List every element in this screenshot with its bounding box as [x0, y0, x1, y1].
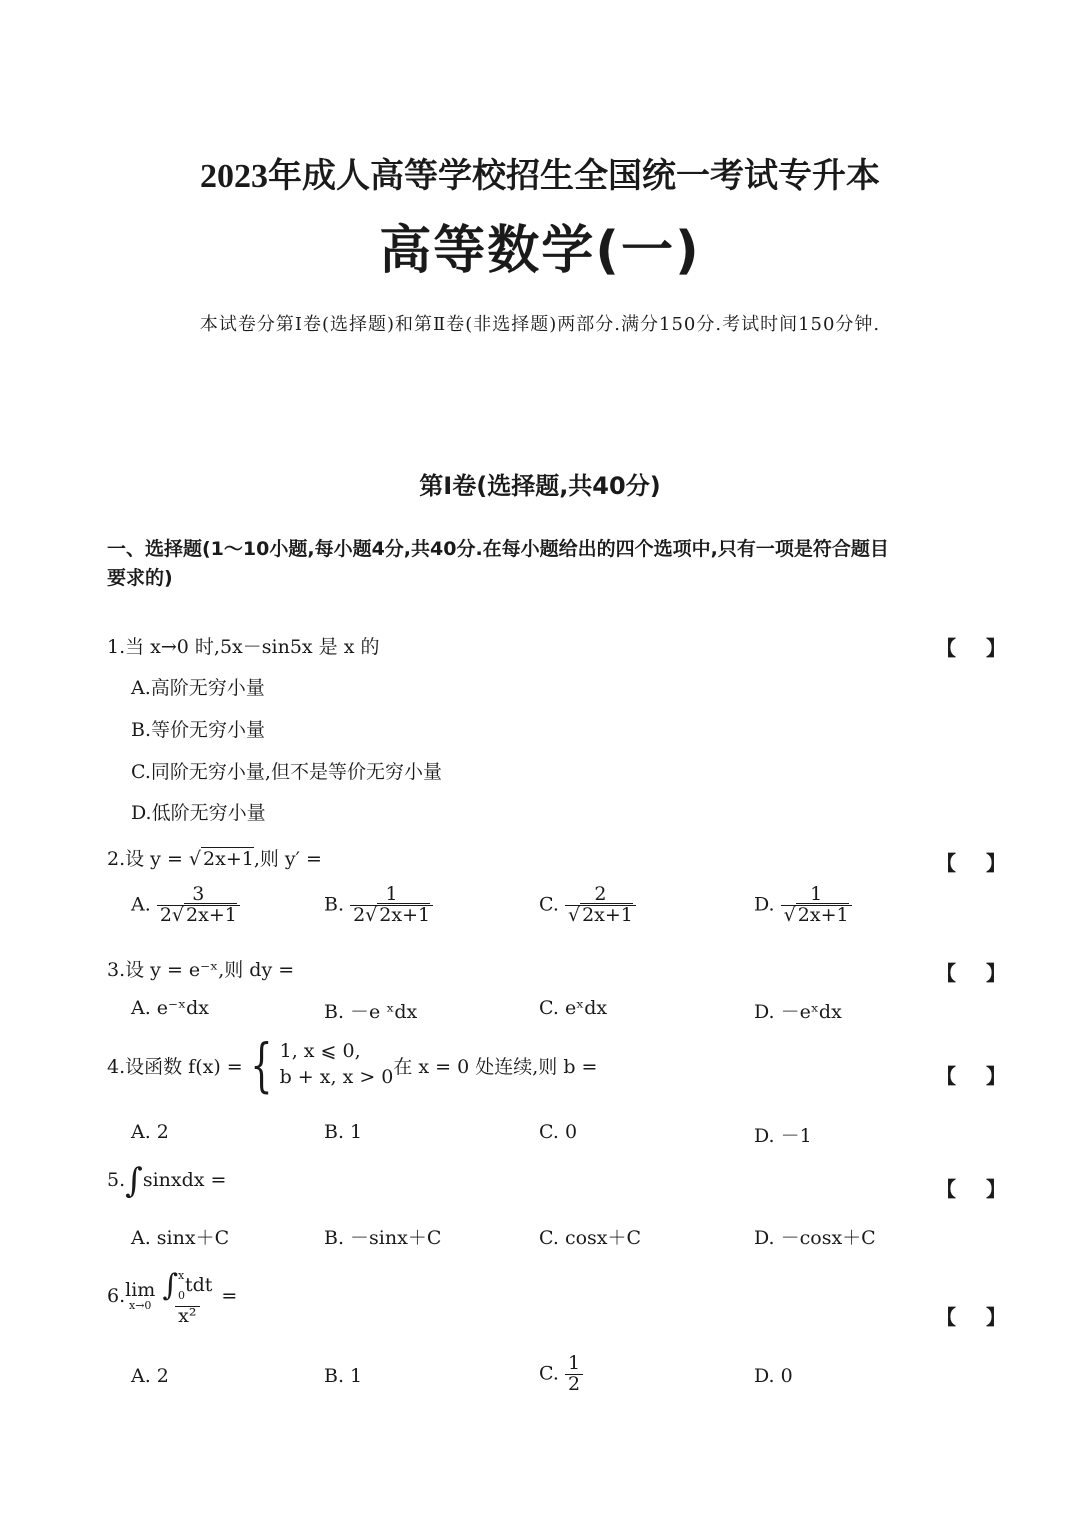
answer-bracket-3 — [936, 957, 1006, 986]
bracket-close: 】 — [986, 961, 1006, 985]
denominator-coef: 2 — [159, 903, 172, 926]
denominator: x² — [175, 1306, 199, 1327]
section-intro-line1: 一、选择题(1～10小题,每小题4分,共40分.在每小题给出的四个选项中,只有一项是符合题目 — [107, 538, 889, 560]
question-5-option-b: B. －sinx＋C — [324, 1227, 442, 1249]
question-3-option-b: B. －e ˣdx — [324, 1001, 418, 1023]
integral-sign-icon: ∫ — [125, 1161, 143, 1201]
question-5-option-d: D. －cosx＋C — [754, 1227, 876, 1249]
question-6-option-b: B. 1 — [324, 1365, 363, 1387]
bracket-close: 】 — [986, 636, 1006, 660]
radicand: 2x+1 — [186, 903, 237, 926]
question-2-stem-suffix: ,则 y′ = — [253, 848, 322, 870]
denominator-coef: 2 — [353, 903, 366, 926]
question-5-stem-prefix: 5. — [107, 1169, 126, 1191]
bracket-open: 【 — [936, 1177, 956, 1201]
answer-bracket-4 — [936, 1060, 1006, 1089]
question-4-option-d: D. －1 — [754, 1125, 812, 1147]
numerator: 1 — [810, 883, 823, 905]
question-5-stem-body: sinxdx = — [142, 1169, 227, 1191]
exam-note: 本试卷分第Ⅰ卷(选择题)和第Ⅱ卷(非选择题)两部分.满分150分.考试时间150分钟. — [199, 314, 881, 335]
question-5-option-c: C. cosx＋C — [539, 1227, 642, 1249]
question-5-option-a: A. sinx＋C — [131, 1227, 230, 1249]
bracket-open: 【 — [936, 1305, 956, 1329]
question-4-stem-suffix: 在 x = 0 处连续,则 b = — [393, 1055, 598, 1078]
option-label: B. — [324, 893, 345, 916]
limit-operator: lim — [125, 1279, 156, 1302]
bracket-open: 【 — [936, 636, 956, 660]
answer-bracket-1 — [936, 632, 1006, 661]
bracket-open: 【 — [936, 961, 956, 985]
piecewise-case-1: 1, x ⩽ 0, — [279, 1040, 361, 1063]
question-6-option-a: A. 2 — [131, 1365, 169, 1387]
section-intro-line2: 要求的) — [107, 567, 173, 589]
question-3-option-c: C. eˣdx — [539, 997, 608, 1019]
numerator: 1 — [567, 1352, 581, 1374]
integral-sign-icon: ∫ — [162, 1267, 178, 1303]
question-2-stem: 2.设 y = √ 2x+1,则 y′ = — [107, 848, 322, 870]
denominator: 2 — [565, 1374, 583, 1395]
question-1-option-d: D.低阶无穷小量 — [131, 802, 266, 824]
question-2-option-d: D. $\frac{1}{√ 2x+1}$ — [754, 885, 852, 926]
question-6-stem — [107, 1266, 237, 1327]
question-1-option-a: A.高阶无穷小量 — [131, 677, 265, 699]
answer-bracket-5 — [936, 1173, 1006, 1202]
numerator: 2 — [594, 883, 607, 905]
radicand: 2x+1 — [582, 903, 633, 926]
question-1-option-b: B.等价无穷小量 — [131, 719, 266, 741]
question-3-stem: 3.设 y = e⁻ˣ,则 dy = — [107, 959, 295, 981]
option-label: C. — [539, 1362, 559, 1385]
question-6-option-c — [539, 1354, 583, 1395]
radicand: 2x+1 — [797, 903, 849, 926]
integrand: tdt — [184, 1273, 213, 1296]
numerator: 3 — [192, 883, 205, 905]
question-2-option-a: A. $\frac{3}{2√ 2x+1}$ — [131, 885, 240, 926]
question-3-option-d: D. －eˣdx — [754, 1001, 842, 1023]
question-2-option-b: B. $\frac{1}{2√ 2x+1}$ — [324, 885, 433, 926]
question-4-stem-prefix: 4.设函数 f(x) = — [107, 1055, 243, 1078]
question-3-option-a: A. e⁻ˣdx — [131, 997, 210, 1019]
limit-subscript: x→0 — [129, 1299, 152, 1313]
piecewise-cases — [280, 1039, 394, 1090]
question-5-stem — [107, 1161, 227, 1201]
option-label: C. — [539, 893, 559, 916]
question-6-option-d: D. 0 — [754, 1365, 793, 1387]
bracket-close: 】 — [986, 1064, 1006, 1088]
question-6-stem-suffix: = — [221, 1285, 238, 1308]
answer-bracket-6 — [936, 1301, 1006, 1330]
bracket-close: 】 — [986, 1177, 1006, 1201]
answer-bracket-2 — [936, 847, 1006, 876]
piecewise-case-2: b + x, x > 0 — [279, 1066, 394, 1088]
option-label: D. — [754, 893, 775, 916]
bracket-open: 【 — [936, 851, 956, 875]
question-4-option-c: C. 0 — [539, 1121, 578, 1143]
bracket-open: 【 — [936, 1064, 956, 1088]
question-4-stem — [107, 1031, 598, 1099]
question-4-option-b: B. 1 — [324, 1121, 363, 1143]
question-1-stem: 1.当 x→0 时,5x－sin5x 是 x 的 — [107, 636, 380, 658]
question-1-option-c: C.同阶无穷小量,但不是等价无穷小量 — [131, 761, 442, 783]
part1-title: 第Ⅰ卷(选择题,共40分) — [419, 472, 661, 500]
subject-title: 高等数学(一) — [379, 221, 701, 281]
integral-upper-limit: x — [177, 1269, 185, 1282]
bracket-close: 】 — [986, 1305, 1006, 1329]
bracket-close: 】 — [986, 851, 1006, 875]
integral-lower-limit: 0 — [177, 1288, 185, 1302]
question-2-radicand: 2x+1 — [203, 848, 254, 870]
question-2-option-c: C. $\frac{2}{√ 2x+1}$ — [539, 885, 636, 926]
exam-title: 2023年成人高等学校招生全国统一考试专升本 — [200, 158, 880, 195]
option-label: A. — [131, 893, 151, 916]
left-brace-icon: { — [250, 1031, 273, 1099]
numerator: 1 — [385, 883, 398, 905]
question-2-stem-prefix: 2.设 y = — [107, 848, 189, 870]
radicand: 2x+1 — [379, 903, 431, 926]
question-4-option-a: A. 2 — [131, 1121, 169, 1143]
question-6-stem-prefix: 6. — [107, 1285, 126, 1308]
